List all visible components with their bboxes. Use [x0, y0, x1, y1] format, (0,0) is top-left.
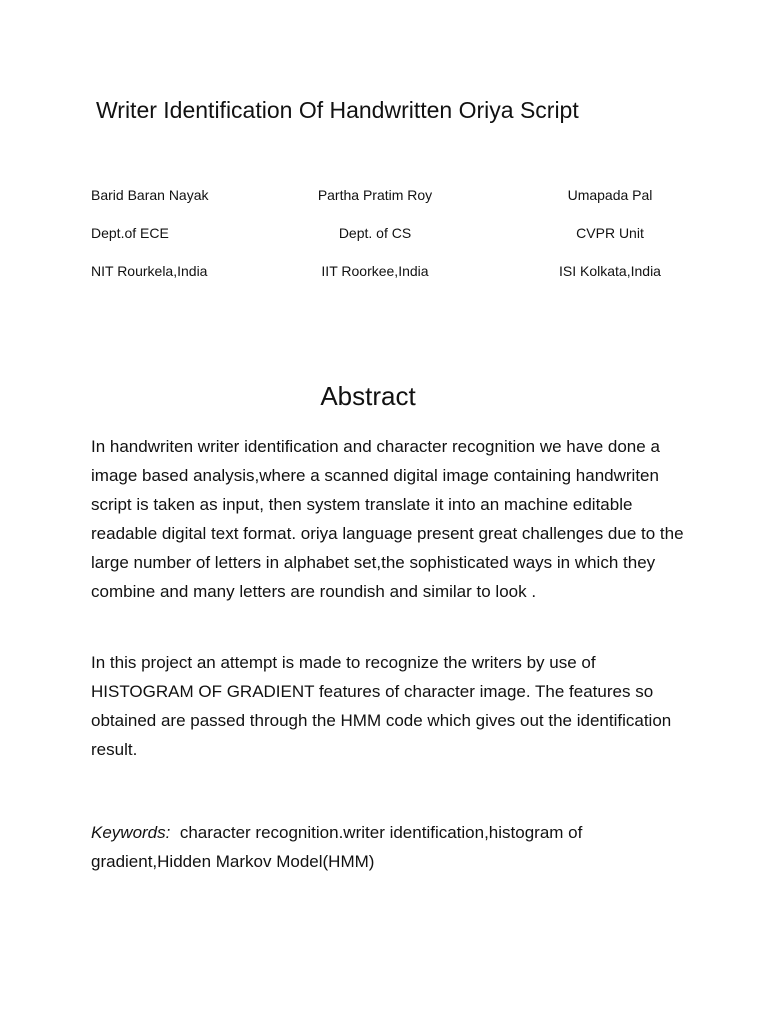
author-dept-3: CVPR Unit — [576, 225, 644, 241]
author-name-3: Umapada Pal — [567, 187, 653, 203]
abstract-paragraph-2: In this project an attempt is made to recognize the writers by use of HISTOGRAM OF GRADIENT features of character image. The features so obtained are passed through the HMM code which gives out the identification result. — [91, 653, 672, 759]
author-affiliation-1: NIT Rourkela,India — [91, 263, 208, 279]
author-dept-2: Dept. of CS — [338, 225, 412, 241]
author-name-1: Barid Baran Nayak — [91, 187, 209, 203]
keywords-paragraph — [91, 818, 691, 876]
abstract-paragraph-1: In handwriten writer identification and character recognition we have done a image based analysis,where a scanned digital image containing handwriten script is taken as input, then system translate it into an machine editable readable digital text format. oriya language present great challenges due to the large number of letters in alphabet set,the sophisticated ways in which they combine and many letters are roundish and similar to look . — [91, 437, 684, 601]
abstract-heading: Abstract — [320, 381, 416, 411]
author-affiliation-3: ISI Kolkata,India — [559, 263, 661, 279]
keywords-label: Keywords: — [91, 823, 171, 842]
paper-title: Writer Identification Of Handwritten Oriya Script — [96, 97, 579, 123]
author-affiliation-2: IIT Roorkee,India — [321, 263, 429, 279]
author-dept-1: Dept.of ECE — [91, 225, 169, 241]
keywords-text: character recognition.writer identification,histogram of gradient,Hidden Markov Model(HMM) — [91, 823, 588, 871]
author-name-2: Partha Pratim Roy — [317, 187, 433, 203]
